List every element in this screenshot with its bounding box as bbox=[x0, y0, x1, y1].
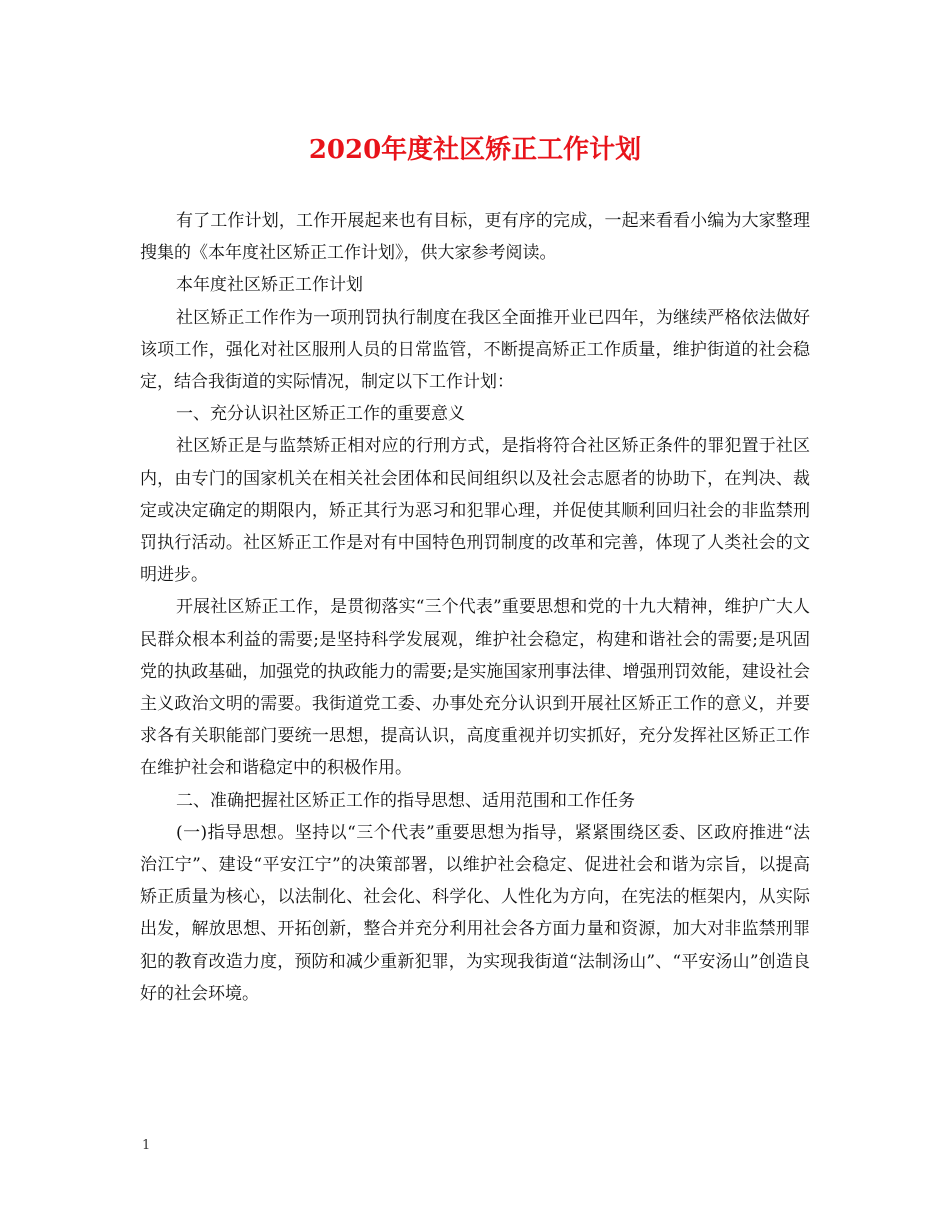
paragraph-intro: 有了工作计划，工作开展起来也有目标，更有序的完成，一起来看看小编为大家整理搜集的《本年度社区矫正工作计划》，供大家参考阅读。 bbox=[140, 211, 810, 264]
paragraph-subtitle: 本年度社区矫正工作计划 bbox=[176, 275, 363, 296]
paragraph-significance: 开展社区矫正工作，是贯彻落实“三个代表”重要思想和党的十九大精神，维护广大人民群众根本利益的需要;是坚持科学发展观，维护社会稳定，构建和谐社会的需要;是巩固党的执政基础，加强党的执政能力的需要;是实施国家刑事法律、增强刑罚效能，建设社会主义政治文明的需要。我街道党工委、办事处充分认识到开展社区矫正工作的意义，并要求各有关职能部门要统一思想，提高认识，高度重视并切实抓好，充分发挥社区矫正工作在维护社会和谐稳定中的积极作用。 bbox=[140, 597, 810, 779]
document-body bbox=[140, 205, 810, 1010]
paragraph-guiding-ideology: (一)指导思想。坚持以“三个代表”重要思想为指导，紧紧围绕区委、区政府推进“法治江宁”、建设“平安江宁”的决策部署，以维护社会稳定、促进社会和谐为宗旨，以提高矫正质量为核心，以法制化、社会化、科学化、人性化为方向，在宪法的框架内，从实际出发，解放思想、开拓创新，整合并充分利用社会各方面力量和资源，加大对非监禁刑罪犯的教育改造力度，预防和减少重新犯罪，为实现我街道“法制汤山”、“平安汤山”创造良好的社会环境。 bbox=[140, 822, 810, 1004]
section-heading-2: 二、准确把握社区矫正工作的指导思想、适用范围和工作任务 bbox=[176, 790, 635, 811]
page-number: 1 bbox=[142, 1138, 151, 1153]
paragraph-definition: 社区矫正是与监禁矫正相对应的行刑方式，是指将符合社区矫正条件的罪犯置于社区内，由专门的国家机关在相关社会团体和民间组织以及社会志愿者的协助下，在判决、裁定或决定确定的期限内，矫正其行为恶习和犯罪心理，并促使其顺利回归社会的非监禁刑罚执行活动。社区矫正工作是对有中国特色刑罚制度的改革和完善，体现了人类社会的文明进步。 bbox=[140, 436, 810, 586]
document-title: 2020年度社区矫正工作计划 bbox=[308, 135, 642, 165]
paragraph-background: 社区矫正工作作为一项刑罚执行制度在我区全面推开业已四年，为继续严格依法做好该项工作，强化对社区服刑人员的日常监管，不断提高矫正工作质量，维护街道的社会稳定，结合我街道的实际情况，制定以下工作计划： bbox=[140, 307, 810, 393]
section-heading-1: 一、充分认识社区矫正工作的重要意义 bbox=[176, 404, 465, 425]
